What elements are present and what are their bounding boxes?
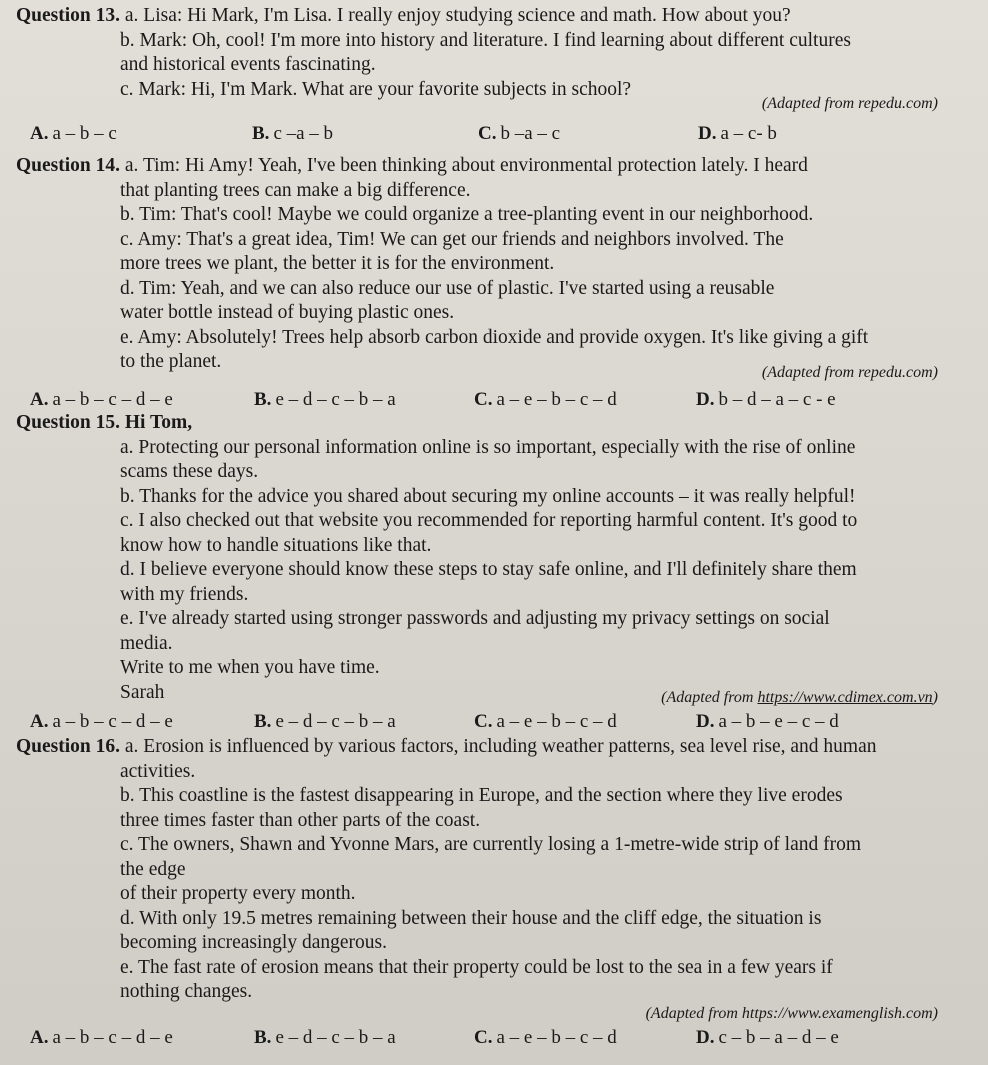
q15-option-a[interactable]: A. a – b – c – d – e [30,711,173,732]
q13-option-d[interactable]: D. a – c- b [698,123,777,144]
q15-line-7: d. I believe everyone should know these steps to stay safe online, and I'll definitely share them [120,559,857,580]
q15-options [30,711,930,735]
q16-option-d[interactable]: D. c – b – a – d – e [696,1027,839,1048]
q14-line-1-text: a. Tim: Hi Amy! Yeah, I've been thinking about environmental protection lately. I heard [124,155,808,176]
q14-line-8: e. Amy: Absolutely! Trees help absorb carbon dioxide and provide oxygen. It's like giving a gift [120,326,869,348]
q14-line-3: b. Tim: That's cool! Maybe we could organize a tree-planting event in our neighborhood. [120,204,814,225]
q13-line-1 [16,4,966,29]
question-15 [16,411,966,705]
q15-option-d[interactable]: D. a – b – e – c – d [696,711,839,732]
q15-source-link[interactable]: https://www.cdimex.com.vn [757,689,933,706]
q16-line-3: b. This coastline is the fastest disappearing in Europe, and the section where they live erodes [120,785,843,806]
q15-number: Question 15. [16,412,121,433]
q15-option-c[interactable]: C. a – e – b – c – d [474,711,617,732]
q15-line-9: e. I've already started using stronger passwords and adjusting my privacy settings on social [120,608,830,629]
q16-number: Question 16. [16,736,121,757]
q16-line-9: becoming increasingly dangerous. [120,932,387,953]
q14-line-7: water bottle instead of buying plastic ones. [120,302,455,323]
q15-line-5: c. I also checked out that website you recommended for reporting harmful content. It's good to [120,510,858,531]
q15-option-b[interactable]: B. e – d – c – b – a [254,711,396,732]
q13-line-3: and historical events fascinating. [120,54,376,75]
q13-option-c[interactable]: C. b –a – c [478,123,561,144]
q16-line-2: activities. [120,760,196,782]
q16-option-a[interactable]: A. a – b – c – d – e [30,1027,173,1048]
q14-number: Question 14. [16,155,121,176]
q13-option-b[interactable]: B. c –a – b [252,123,334,144]
q13-line-2: b. Mark: Oh, cool! I'm more into history and literature. I find learning about different cultures [120,29,851,51]
q13-source: (Adapted from repedu.com) [761,95,938,112]
q13-line-4: c. Mark: Hi, I'm Mark. What are your favorite subjects in school? [120,78,632,100]
q14-option-a[interactable]: A. a – b – c – d – e [30,389,173,410]
q16-line-1 [16,735,966,760]
q14-options [30,389,930,413]
q15-line-1-text: Hi Tom, [124,412,193,433]
q15-line-3: scams these days. [120,461,259,482]
q14-option-c[interactable]: C. a – e – b – c – d [474,389,617,410]
q15-line-11: Write to me when you have time. [120,657,380,678]
q16-line-7: of their property every month. [120,883,356,904]
q13-options [30,123,930,147]
q14-option-b[interactable]: B. e – d – c – b – a [254,389,396,410]
q15-line-1 [16,411,966,436]
q16-line-4: three times faster than other parts of the coast. [120,809,481,831]
q15-source: (Adapted from https://www.cdimex.com.vn) [661,689,938,706]
q14-option-d[interactable]: D. b – d – a – c - e [696,389,836,410]
q14-source: (Adapted from repedu.com) [761,364,938,381]
q14-line-4: c. Amy: That's a great idea, Tim! We can get our friends and neighbors involved. The [120,228,784,250]
q14-line-5: more trees we plant, the better it is for the environment. [120,253,555,274]
q13-option-a[interactable]: A. a – b – c [30,123,117,144]
q14-line-2: that planting trees can make a big difference. [120,179,471,201]
q16-line-1-text: a. Erosion is influenced by various factors, including weather patterns, sea level rise, and human [124,736,877,757]
question-13 [16,4,966,102]
q16-line-6: the edge [120,858,186,880]
q16-line-5: c. The owners, Shawn and Yvonne Mars, are currently losing a 1-metre-wide strip of land from [120,834,861,855]
q14-line-9: to the planet. [120,351,222,372]
q16-source: (Adapted from https://www.examenglish.com) [645,1005,938,1022]
q13-number: Question 13. [16,5,121,26]
q16-option-b[interactable]: B. e – d – c – b – a [254,1027,396,1048]
q15-line-10: media. [120,632,173,654]
q13-line-1-text: a. Lisa: Hi Mark, I'm Lisa. I really enjoy studying science and math. How about you? [124,5,791,26]
q16-line-10: e. The fast rate of erosion means that their property could be lost to the sea in a few years if [120,956,833,978]
q16-line-11: nothing changes. [120,981,253,1002]
question-14 [16,154,966,375]
q16-option-c[interactable]: C. a – e – b – c – d [474,1027,617,1048]
q15-line-12: Sarah [120,681,165,703]
q16-options [30,1027,930,1051]
q16-line-8: d. With only 19.5 metres remaining between their house and the cliff edge, the situation is [120,907,822,929]
q14-line-1 [16,154,966,179]
q15-line-2: a. Protecting our personal information online is so important, especially with the rise of online [120,436,856,458]
q15-line-8: with my friends. [120,583,249,605]
q14-line-6: d. Tim: Yeah, and we can also reduce our use of plastic. I've started using a reusable [120,277,775,299]
question-16 [16,735,966,1005]
q15-line-4: b. Thanks for the advice you shared about securing my online accounts – it was really helpful! [120,485,856,507]
q15-line-6: know how to handle situations like that. [120,534,432,556]
